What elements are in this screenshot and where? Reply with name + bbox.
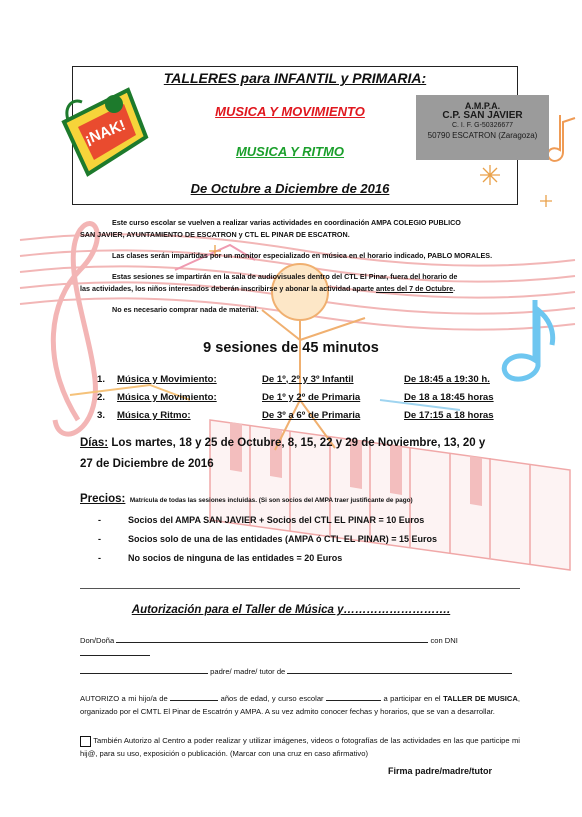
schedule-row	[97, 406, 524, 424]
price-text: Socios solo de una de las entidades (AMPA ó CTL EL PINAR) = 15 Euros	[128, 534, 437, 544]
schedule-group: De 1º, 2º y 3º Infantil	[262, 373, 354, 385]
dni-label: con DNI	[430, 636, 458, 645]
subtitle-musica-movimiento: MUSICA Y MOVIMIENTO	[215, 104, 365, 119]
prices-header	[80, 489, 525, 507]
logo-text: ¡NAK!	[82, 116, 129, 149]
price-item	[80, 553, 525, 572]
authorization-title: Autorización para el Taller de Música y……………………….	[131, 604, 451, 616]
authorize-text-c: a participar en el	[383, 694, 441, 703]
authorize-text-d: , organizado por el CMTL El Pinar de Escatrón y AMPA. A su vez admito conocer fechas y horarios, que se van a desarrollar.	[80, 694, 520, 716]
ampa-stamp	[416, 95, 549, 160]
ampa-line4: 50790 ESCATRON (Zaragoza)	[427, 131, 538, 140]
bullet-dash: -	[98, 553, 101, 563]
days-text: Los martes, 18 y 25 de Octubre, 8, 15, 22 y 29 de Noviembre, 13, 20 y	[111, 437, 486, 449]
schedule-number: 2.	[97, 391, 106, 403]
schedule-activity: Música y Movimiento:	[117, 391, 217, 403]
schedule-table	[97, 370, 524, 424]
intro-monitor: Las clases serán impartidas por un monitor especializado en música en el horario indicado, PABLO MORALES.	[112, 251, 493, 260]
image-consent-checkbox[interactable]	[80, 736, 91, 747]
authorize-paragraph	[80, 692, 520, 718]
parent-row	[80, 665, 520, 678]
days-label: Días:	[80, 437, 109, 449]
days-line2: 27 de Diciembre de 2016	[80, 458, 214, 470]
image-consent-text: También Autorizo al Centro a poder realizar y utilizar imágenes, videos o fotografías de las actividades en las que participe mi hij@, para su uso, exposición o publicación. (Marcar con una cruz en caso afirmativo)	[80, 736, 520, 758]
ampa-line1: A.M.P.A.	[464, 101, 501, 111]
authorize-text-a: AUTORIZO a mi hijo/a de	[80, 694, 168, 703]
don-row	[80, 634, 520, 660]
prices-label: Precios:	[80, 493, 126, 505]
parent-label: padre/ madre/ tutor de	[210, 667, 286, 676]
ampa-line2: C.P. SAN JAVIER	[442, 110, 523, 121]
bullet-dash: -	[98, 534, 101, 544]
schedule-time: De 18 a 18:45 horas	[404, 391, 494, 403]
schedule-number: 1.	[97, 373, 106, 385]
intro-line4-text: las actividades, los niños interesados deberán inscribirse y abonar la actividad aparte	[80, 284, 375, 293]
schedule-group: De 3º a 6º de Primaria	[262, 409, 361, 421]
name-field[interactable]	[116, 634, 428, 643]
days-line1	[80, 433, 520, 454]
sessions-heading: 9 sesiones de 45 minutos	[203, 340, 379, 356]
price-item	[80, 515, 525, 534]
schedule-row	[97, 370, 524, 388]
authorize-text-b: años de edad, y curso escolar	[220, 694, 324, 703]
intro-line4: las actividades, los niños interesados deberán inscribirse y abonar la actividad aparte antes del 7 de Octubre.	[80, 284, 456, 293]
course-field[interactable]	[326, 692, 381, 701]
schedule-number: 3.	[97, 409, 106, 421]
schedule-activity: Música y Movimiento:	[117, 373, 217, 385]
taller-de-musica-text: TALLER DE MUSICA	[443, 694, 518, 703]
date-range: De Octubre a Diciembre de 2016	[190, 181, 390, 196]
price-list	[80, 515, 525, 572]
image-consent-row	[80, 734, 520, 760]
days-section	[80, 433, 520, 475]
child-name-field[interactable]	[287, 665, 512, 674]
ampa-line3: C. I. F. G-50326677	[451, 122, 514, 129]
price-item	[80, 534, 525, 553]
workshop-logo	[58, 82, 150, 182]
signature-label: Firma padre/madre/tutor	[387, 766, 492, 776]
intro-material: No es necesario comprar nada de material.	[112, 305, 259, 314]
divider-line	[80, 588, 520, 589]
intro-text	[80, 217, 520, 316]
schedule-row	[97, 388, 524, 406]
intro-line3: Estas sesiones se impartirán en la sala de audiovisuales dentro del CTL El Pinar, fuera del horario de	[112, 272, 458, 281]
intro-line1: Este curso escolar se vuelven a realizar varias actividades en coordinación AMPA COLEGIO PUBLICO	[112, 218, 461, 227]
orange-music-note-icon	[548, 115, 575, 161]
schedule-time: De 17:15 a 18 horas	[404, 409, 494, 421]
page-title: TALLERES para INFANTIL y PRIMARIA:	[163, 70, 427, 86]
age-field[interactable]	[170, 692, 218, 701]
price-text: Socios del AMPA SAN JAVIER + Socios del CTL EL PINAR = 10 Euros	[128, 515, 425, 525]
don-label: Don/Doña	[80, 636, 115, 645]
intro-line2: SAN JAVIER, AYUNTAMIENTO DE ESCATRON y CTL EL PINAR DE ESCATRON.	[80, 230, 350, 239]
dni-field[interactable]	[80, 647, 150, 656]
prices-section	[80, 489, 525, 572]
prices-note: Matrícula de todas las sesiones incluidas. (Si son socios del AMPA traer justificante de pago)	[129, 497, 413, 504]
authorization-form	[80, 634, 520, 778]
schedule-time: De 18:45 a 19:30 h.	[404, 373, 490, 385]
schedule-group: De 1º y 2º de Primaria	[262, 391, 361, 403]
parent-name-field[interactable]	[80, 665, 208, 674]
price-text: No socios de ninguna de las entidades = 20 Euros	[128, 553, 343, 563]
subtitle-musica-ritmo: MUSICA Y RITMO	[235, 144, 345, 159]
deadline-text: antes del 7 de Octubre	[376, 284, 454, 293]
bullet-dash: -	[98, 515, 101, 525]
schedule-activity: Música y Ritmo:	[117, 409, 191, 421]
